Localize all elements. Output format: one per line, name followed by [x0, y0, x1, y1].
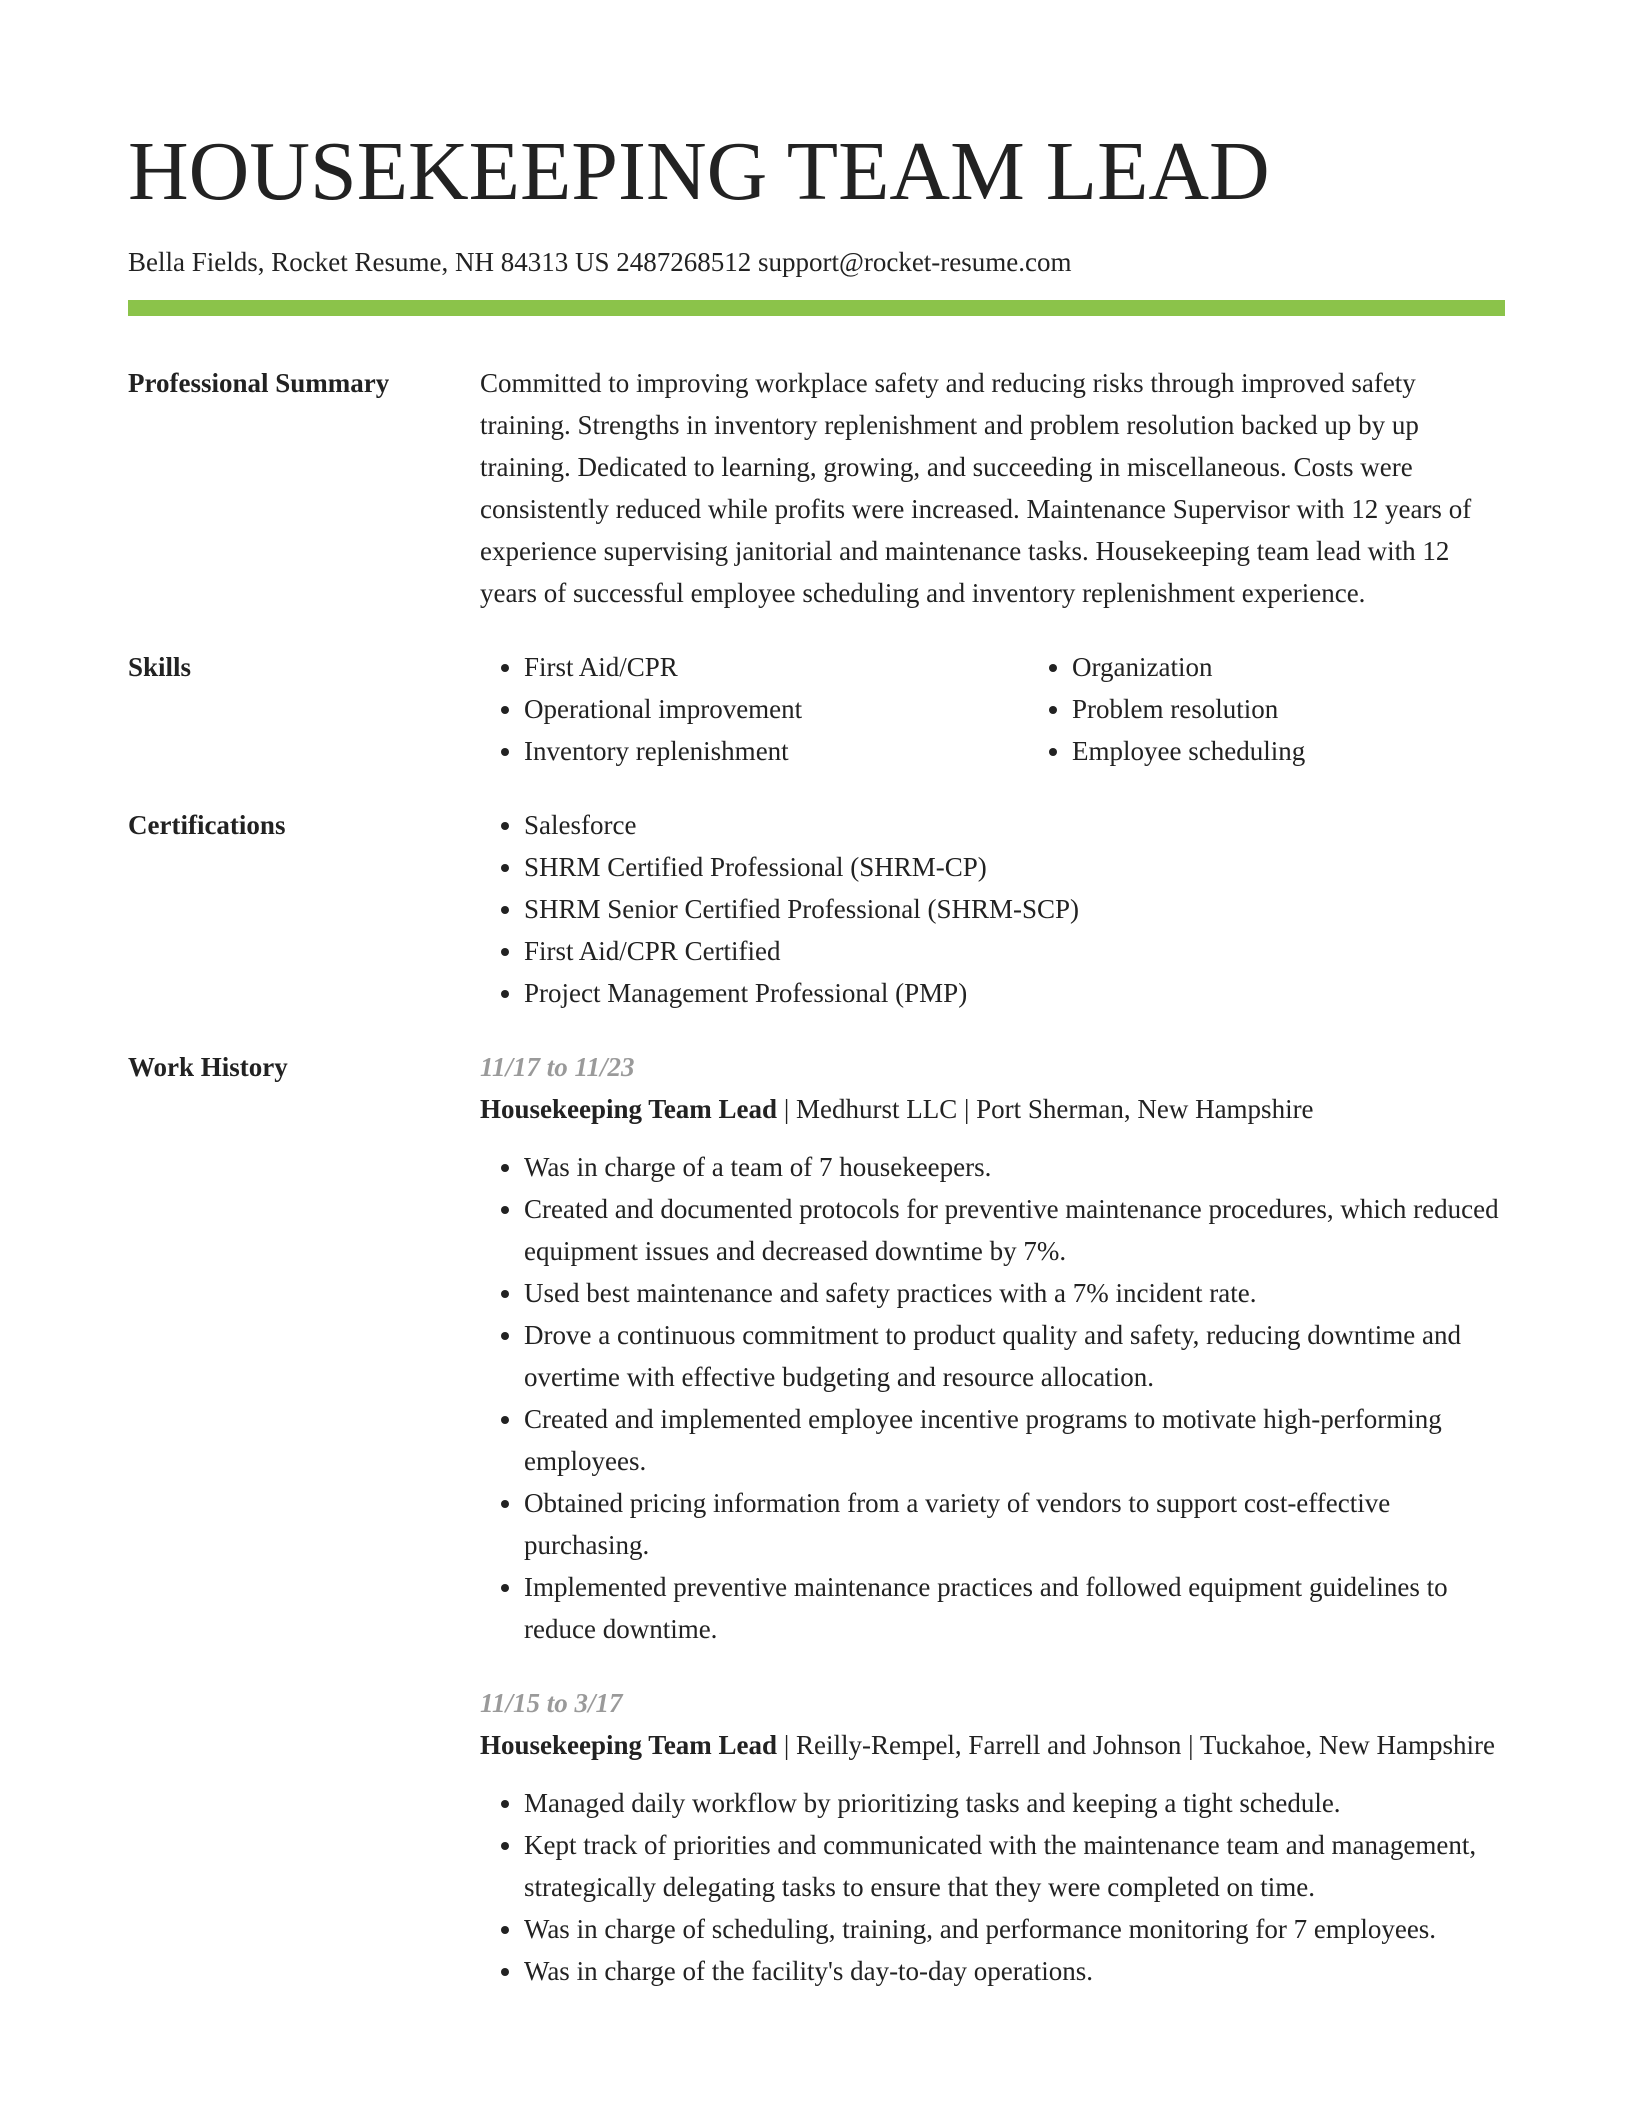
- skill-item: • Problem resolution: [1072, 688, 1576, 730]
- certification-item: • Salesforce: [524, 804, 1505, 846]
- resume-page: [128, 124, 1505, 1992]
- certifications-section: [128, 804, 1505, 1014]
- contact-country: US: [574, 247, 610, 277]
- job-bullet: • Created and implemented employee incentive programs to motivate high-performing employees.: [524, 1398, 1505, 1482]
- skills-grid: [480, 646, 1576, 772]
- contact-phone: 2487268512: [616, 247, 752, 277]
- job-employer-location: | Medhurst LLC | Port Sherman, New Hampshire: [777, 1094, 1314, 1124]
- resume-title: HOUSEKEEPING TEAM LEAD: [128, 125, 1270, 218]
- contact-state-zip: NH 84313: [454, 247, 569, 277]
- job-bullet: • Obtained pricing information from a variety of vendors to support cost-effective purchasing.: [524, 1482, 1505, 1566]
- job-bullet: • Drove a continuous commitment to product quality and safety, reducing downtime and overtime with effective budgeting and resource allocation.: [524, 1314, 1505, 1398]
- job-entry: [480, 1682, 1505, 1992]
- job-bullet: • Was in charge of the facility's day-to-day operations.: [524, 1950, 1505, 1992]
- job-title: Housekeeping Team Lead: [480, 1730, 778, 1760]
- section-label-work-history: Work History: [128, 1052, 288, 1082]
- contact-line: [128, 244, 1505, 280]
- job-dates: 11/15 to 3/17: [480, 1688, 623, 1718]
- job-bullet-list: [480, 1146, 1505, 1650]
- skill-item: • Employee scheduling: [1072, 730, 1576, 772]
- certification-item: • SHRM Senior Certified Professional (SHRM-SCP): [524, 888, 1505, 930]
- job-entry: [480, 1046, 1505, 1650]
- job-employer-location: | Reilly-Rempel, Farrell and Johnson | Tuckahoe, New Hampshire: [777, 1730, 1496, 1760]
- job-bullet: • Was in charge of a team of 7 housekeepers.: [524, 1146, 1505, 1188]
- summary-section: [128, 362, 1505, 614]
- job-bullet: • Managed daily workflow by prioritizing tasks and keeping a tight schedule.: [524, 1782, 1505, 1824]
- job-title: Housekeeping Team Lead: [480, 1094, 778, 1124]
- work-history-section: [128, 1046, 1505, 1992]
- certification-item: • Project Management Professional (PMP): [524, 972, 1505, 1014]
- job-heading: [480, 1088, 1505, 1130]
- job-bullet: • Created and documented protocols for preventive maintenance procedures, which reduced equipment issues and decreased downtime by 7%.: [524, 1188, 1505, 1272]
- skill-item: • First Aid/CPR: [524, 646, 1028, 688]
- job-bullet: • Used best maintenance and safety practices with a 7% incident rate.: [524, 1272, 1505, 1314]
- job-bullet: • Implemented preventive maintenance practices and followed equipment guidelines to reduce downtime.: [524, 1566, 1505, 1650]
- job-dates: 11/17 to 11/23: [480, 1052, 635, 1082]
- skill-item: • Operational improvement: [524, 688, 1028, 730]
- skills-list-left: [480, 646, 1028, 772]
- job-bullet-list: [480, 1782, 1505, 1992]
- section-label-certifications: Certifications: [128, 810, 286, 840]
- certification-item: • First Aid/CPR Certified: [524, 930, 1505, 972]
- contact-company: Rocket Resume,: [271, 247, 449, 277]
- job-bullet: • Was in charge of scheduling, training, and performance monitoring for 7 employees.: [524, 1908, 1505, 1950]
- certification-item: • SHRM Certified Professional (SHRM-CP): [524, 846, 1505, 888]
- skill-item: • Organization: [1072, 646, 1576, 688]
- skill-item: • Inventory replenishment: [524, 730, 1028, 772]
- contact-name: Bella Fields,: [128, 247, 265, 277]
- job-heading: [480, 1724, 1505, 1766]
- certifications-list: [480, 804, 1505, 1014]
- section-label-summary: Professional Summary: [128, 368, 390, 398]
- skills-list-right: [1028, 646, 1576, 772]
- skills-section: [128, 646, 1505, 772]
- accent-divider: [128, 300, 1505, 316]
- section-label-skills: Skills: [128, 652, 192, 682]
- job-bullet: • Kept track of priorities and communicated with the maintenance team and management, strategically delegating tasks to ensure that they were completed on time.: [524, 1824, 1505, 1908]
- contact-email: support@rocket-resume.com: [757, 247, 1072, 277]
- summary-text: Committed to improving workplace safety and reducing risks through improved safety training. Strengths in inventory replenishment and problem resolution backed up by up training. Dedicated to learning, growing, and succeeding in miscellaneous. Costs were consistently reduced while profits were increased. Maintenance Supervisor with 12 years of experience supervising janitorial and maintenance tasks. Housekeeping team lead with 12 years of successful employee scheduling and inventory replenishment experience.: [480, 368, 1472, 608]
